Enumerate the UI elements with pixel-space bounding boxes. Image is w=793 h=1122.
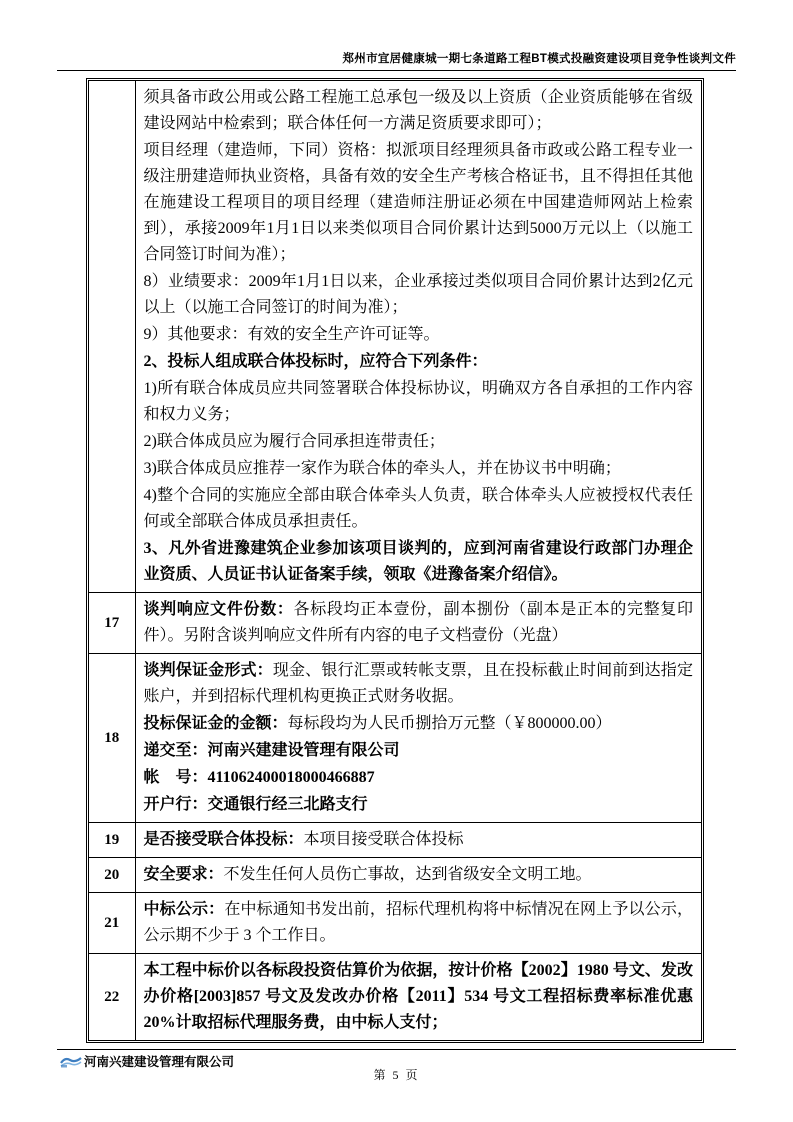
tender-info-table bbox=[86, 78, 704, 1043]
table-row bbox=[89, 593, 701, 654]
row-content bbox=[135, 654, 701, 823]
table-row bbox=[89, 858, 701, 893]
paragraph: 2)联合体成员应为履行合同承担连带责任； bbox=[143, 433, 445, 450]
row-content bbox=[135, 954, 701, 1041]
row-content bbox=[135, 858, 701, 893]
paragraph: 3)联合体成员应推荐一家作为联合体的牵头人，并在协议书中明确； bbox=[143, 460, 621, 477]
row-number: 20 bbox=[89, 858, 135, 893]
paragraph: 须具备市政公用或公路工程施工总承包一级及以上资质（企业资质能够在省级建设网站中检索到；联合体任何一方满足资质要求即可）； bbox=[143, 89, 693, 132]
paragraph: 安全要求：不发生任何人员伤亡事故，达到省级安全文明工地。 bbox=[143, 866, 592, 883]
table-row bbox=[89, 893, 701, 954]
row-number: 18 bbox=[89, 654, 135, 823]
paragraph: 谈判保证金形式：现金、银行汇票或转帐支票，且在投标截止时间前到达指定账户，并到招标代理机构更换正式财务收据。 bbox=[143, 662, 693, 705]
paragraph: 是否接受联合体投标：本项目接受联合体投标 bbox=[143, 831, 464, 848]
paragraph: 4)整个合同的实施应全部由联合体牵头人负责，联合体牵头人应被授权代表任何或全部联合体成员承担责任。 bbox=[143, 487, 693, 530]
paragraph: 3、凡外省进豫建筑企业参加该项目谈判的，应到河南省建设行政部门办理企业资质、人员证书认证备案手续，领取《进豫备案介绍信》。 bbox=[143, 540, 693, 583]
paragraph: 1)所有联合体成员应共同签署联合体投标协议，明确双方各自承担的工作内容和权力义务； bbox=[143, 380, 693, 423]
paragraph: 帐 号：411062400018000466887 bbox=[143, 769, 375, 786]
table-row bbox=[89, 81, 701, 593]
paragraph: 2、投标人组成联合体投标时，应符合下列条件： bbox=[143, 353, 488, 370]
paragraph: 递交至：河南兴建建设管理有限公司 bbox=[143, 742, 400, 759]
row-number: 22 bbox=[89, 954, 135, 1041]
paragraph: 9）其他要求：有效的安全生产许可证等。 bbox=[143, 326, 440, 343]
table-row bbox=[89, 823, 701, 858]
row-number: 17 bbox=[89, 593, 135, 654]
row-content bbox=[135, 893, 701, 954]
row-content bbox=[135, 81, 701, 593]
footer-rule bbox=[57, 1049, 736, 1050]
row-number: 19 bbox=[89, 823, 135, 858]
paragraph: 谈判响应文件份数：各标段均正本壹份，副本捌份（副本是正本的完整复印件）。另附含谈判响应文件所有内容的电子文档壹份（光盘） bbox=[143, 601, 693, 644]
paragraph: 本工程中标价以各标段投资估算价为依据，按计价格【2002】1980 号文、发改办价格[2003]857 号文及发改办价格【2011】534 号文工程招标费率标准优惠 20%计取招标代理服务费，由中标人支付； bbox=[143, 962, 693, 1031]
row-content bbox=[135, 823, 701, 858]
paragraph: 8）业绩要求：2009年1月1日以来，企业承接过类似项目合同价累计达到2亿元以上（以施工合同签订的时间为准）； bbox=[143, 273, 693, 316]
table-row bbox=[89, 954, 701, 1041]
header-rule bbox=[57, 70, 736, 71]
row-content bbox=[135, 593, 701, 654]
page-header-title: 郑州市宜居健康城一期七条道路工程BT模式投融资建设项目竞争性谈判文件 bbox=[342, 53, 736, 65]
row-number bbox=[89, 81, 135, 593]
table-row bbox=[89, 654, 701, 823]
paragraph: 项目经理（建造师，下同）资格：拟派项目经理须具备市政或公路工程专业一级注册建造师执业资格，具备有效的安全生产考核合格证书，且不得担任其他在施建设工程项目的项目经理（建造师注册证必须在中国建造师网站上检索到），承接2009年1月1日以来类似项目合同价累计达到5000万元以上（以施工合同签订时间为准）； bbox=[143, 142, 693, 263]
row-number: 21 bbox=[89, 893, 135, 954]
footer-page-number: 第 5 页 bbox=[373, 1068, 420, 1082]
paragraph: 开户行：交通银行经三北路支行 bbox=[143, 796, 368, 813]
footer-company-name: 河南兴建建设管理有限公司 bbox=[84, 1055, 235, 1069]
paragraph: 投标保证金的金额：每标段均为人民币捌拾万元整（￥800000.00） bbox=[143, 715, 612, 732]
paragraph: 中标公示：在中标通知书发出前，招标代理机构将中标情况在网上予以公示，公示期不少于 3 个工作日。 bbox=[143, 901, 693, 944]
